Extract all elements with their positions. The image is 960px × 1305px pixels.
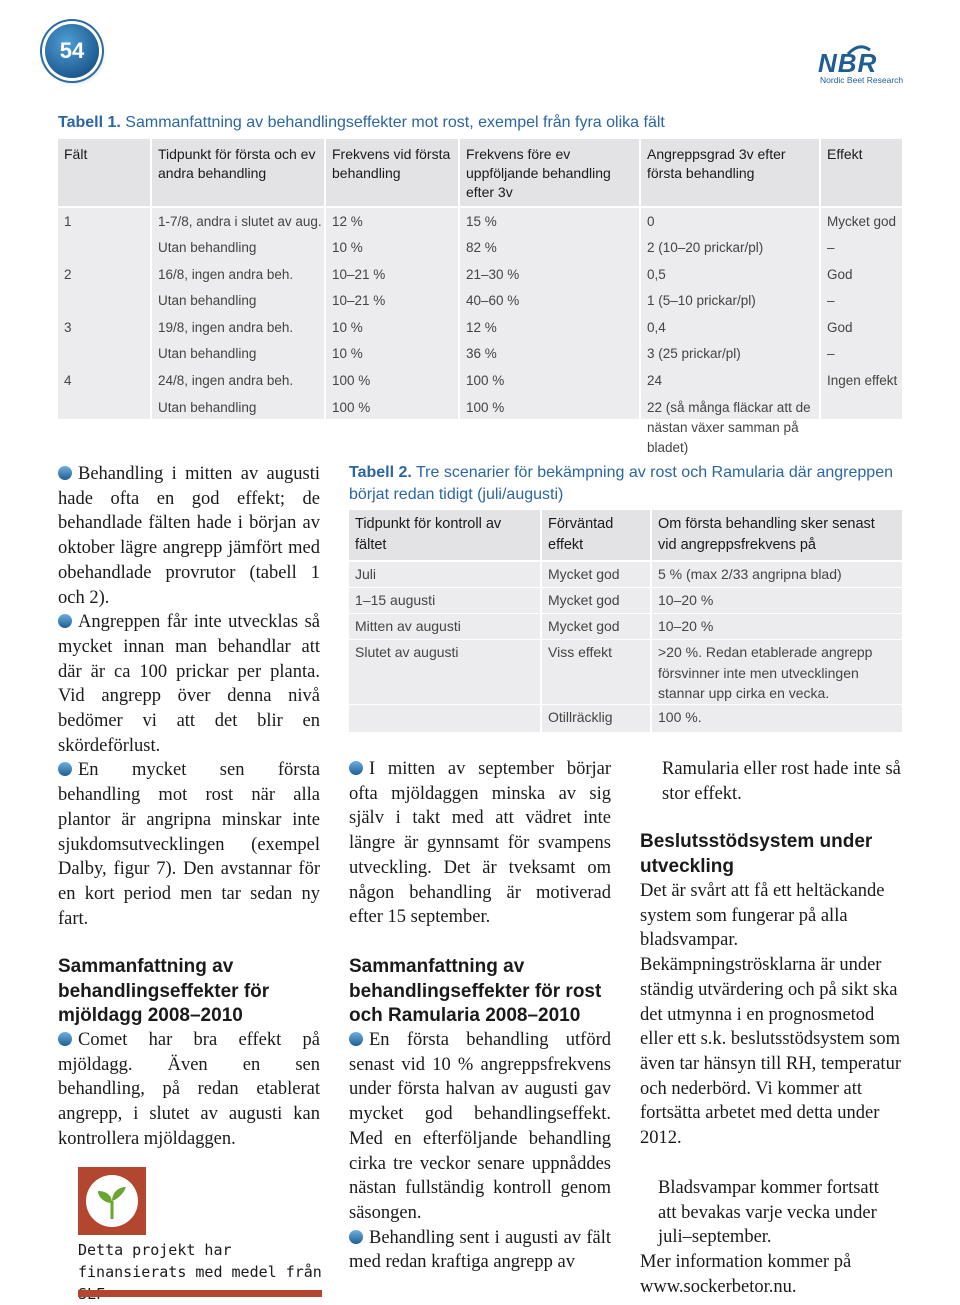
table-cell: 100 % <box>325 394 459 458</box>
table2-caption <box>349 462 904 506</box>
table1-caption <box>58 114 665 132</box>
blue-round-bullet-icon <box>58 762 72 776</box>
table-cell: God <box>827 266 853 282</box>
table-cell: 16/8, ingen andra beh. <box>151 261 325 288</box>
paragraph <box>58 462 320 610</box>
table-cell: Juli <box>349 561 541 588</box>
table-cell: 100 % <box>325 367 459 394</box>
table1-header: Effekt <box>820 139 902 207</box>
column-1-body <box>58 462 320 931</box>
table-cell: 1-7/8, andra i slutet av aug. <box>151 207 325 235</box>
funding-bar <box>78 1290 322 1297</box>
table-cell: 40–60 % <box>459 288 640 315</box>
table-cell: Mycket god <box>827 213 897 229</box>
column-3-body <box>640 757 902 806</box>
table1-header: Angreppsgrad 3v efter första behandling <box>640 139 820 207</box>
logo-name: NBR <box>818 48 878 78</box>
table-cell: 19/8, ingen andra beh. <box>151 314 325 341</box>
paragraph <box>58 758 320 931</box>
table-cell: 0,4 <box>640 314 820 341</box>
section-heading-decision-support: Beslutsstödsystem under utveckling <box>640 831 873 877</box>
paragraph-text: En första behandling utförd senast vid 10 % angreppsfrekvens under första halvan av augusti gav mycket god behandlingseffekt. Med en efterföljande behandling cirka tre veckor senare uppnåddes nästan fullständig kontroll genom säsongen. <box>349 1030 611 1223</box>
blue-round-bullet-icon <box>58 614 72 628</box>
column-3-body-3 <box>640 1176 902 1300</box>
table-cell: Ingen effekt <box>827 372 898 388</box>
table-cell: 82 % <box>459 235 640 262</box>
logo-subtitle: Nordic Beet Research <box>820 75 904 85</box>
column-3-body-2 <box>640 879 902 1151</box>
table-cell: 1 (5–10 prickar/pl) <box>640 288 820 315</box>
table-cell: Mycket god <box>541 561 651 588</box>
table-row <box>58 207 902 235</box>
table2-header: Förväntad effekt <box>541 510 651 561</box>
table-cell: 10 % <box>325 314 459 341</box>
table-cell: – <box>827 346 835 362</box>
slf-logo-circle <box>86 1175 138 1227</box>
table-cell: – <box>827 293 835 309</box>
table-cell: Mitten av augusti <box>349 614 541 640</box>
table-cell <box>58 235 151 262</box>
table-cell <box>820 394 902 458</box>
paragraph-text: En mycket sen första behandling mot rost när alla plantor är angripna minskar inte sjukdomsutvecklingen (exempel Dalby, figur 7). Den avstannar för en kort period men tar sedan ny fart. <box>58 760 320 929</box>
paragraph-text: Mer information kommer på www.sockerbetor.nu. <box>640 1252 852 1297</box>
table-cell: Utan behandling <box>151 341 325 368</box>
table1 <box>58 139 902 455</box>
page-number-badge: 54 <box>45 24 99 78</box>
table-cell <box>58 394 151 458</box>
table-cell: 15 % <box>459 207 640 235</box>
table-cell: 10 % <box>325 341 459 368</box>
table-cell: 10–21 % <box>325 288 459 315</box>
table2-caption-label: Tabell 2. <box>349 464 412 481</box>
table-cell: 10–20 % <box>651 588 902 614</box>
table-cell: Slutet av augusti <box>349 640 541 705</box>
table1-header: Frekvens före ev uppföljande behandling efter 3v <box>459 139 640 207</box>
nbr-logo <box>818 44 908 86</box>
section-heading-rust: Sammanfattning av behandlingseffekter för rost och Ramularia 2008–2010 <box>349 956 602 1026</box>
blue-round-bullet-icon <box>349 1032 363 1046</box>
table1-header: Fält <box>58 139 151 207</box>
table-cell <box>349 704 541 732</box>
table2-header-row <box>349 510 902 561</box>
table-row <box>58 261 902 288</box>
table1-header: Frekvens vid första behandling <box>325 139 459 207</box>
table-row <box>349 640 902 705</box>
table1-header-row <box>58 139 902 207</box>
table-cell: 10 % <box>325 235 459 262</box>
table-cell: 1–15 augusti <box>349 588 541 614</box>
table-cell: Otillräcklig <box>541 704 651 732</box>
table-cell: 3 <box>58 314 151 341</box>
table-cell: 0,5 <box>640 261 820 288</box>
table-cell: 22 (så många fläckar att de nästan växer samman på bladet) <box>640 394 820 458</box>
column-1-body-2 <box>58 1028 320 1152</box>
table-cell: 10–21 % <box>325 261 459 288</box>
paragraph-text: Comet har bra effekt på mjöldagg. Även en sen behandling, på redan etablerat angrepp, i slutet av augusti kan kontrollera mjöldaggen. <box>58 1030 320 1149</box>
paragraph-text: Ramularia eller rost hade inte så stor effekt. <box>662 759 901 804</box>
table2-caption-text: Tre scenarier för bekämpning av rost och Ramularia där angreppen börjat redan tidigt (juli/augusti) <box>349 464 893 503</box>
paragraph <box>349 757 611 930</box>
table2-header: Om första behandling sker senast vid angreppsfrekvens på <box>651 510 902 561</box>
table-cell: 24/8, ingen andra beh. <box>151 367 325 394</box>
table1-caption-label: Tabell 1. <box>58 114 121 131</box>
table-cell: 1 <box>58 207 151 235</box>
table-row <box>58 314 902 341</box>
table-row <box>58 394 902 458</box>
table2 <box>349 510 902 733</box>
table-cell: Mycket god <box>541 614 651 640</box>
table-cell: – <box>827 240 835 256</box>
column-2-body-2 <box>349 1028 611 1275</box>
table-row <box>58 341 902 368</box>
table-row <box>349 614 902 640</box>
paragraph-text: Behandling sent i augusti av fält med redan kraftiga angrepp av <box>349 1227 611 1273</box>
blue-round-bullet-icon <box>58 466 72 480</box>
paragraph <box>58 610 320 758</box>
paragraph-text: Angreppen får inte utvecklas så mycket innan man behandlar att där är ca 100 prickar per planta. Vid angrepp över denna nivå bedömer vi att det blir en skördeförlust. <box>58 612 320 756</box>
table-cell: 12 % <box>325 207 459 235</box>
table-row <box>349 588 902 614</box>
table-cell: 36 % <box>459 341 640 368</box>
table-cell: Mycket god <box>541 588 651 614</box>
table-cell: 4 <box>58 367 151 394</box>
table-row <box>349 561 902 588</box>
table-cell: Utan behandling <box>151 288 325 315</box>
table-cell: 100 %. <box>651 704 902 732</box>
paragraph <box>349 1028 611 1226</box>
table1-caption-text: Sammanfattning av behandlingseffekter mot rost, exempel från fyra olika fält <box>125 114 665 131</box>
table2-header: Tidpunkt för kontroll av fältet <box>349 510 541 561</box>
table-cell: 2 <box>58 261 151 288</box>
paragraph-text: I mitten av september börjar ofta mjöldaggen minska av sig själv i takt med att vädret inte längre är gynnsamt för svampens utveckling. Det är tveksamt om någon behandling är motiverad efter 15 september. <box>349 759 611 928</box>
slf-logo <box>78 1167 146 1235</box>
table-cell: 100 % <box>459 394 640 458</box>
table-cell: Viss effekt <box>541 640 651 705</box>
table-cell: 0 <box>640 207 820 235</box>
sprout-icon <box>86 1175 138 1227</box>
table1-header: Tidpunkt för första och ev andra behandling <box>151 139 325 207</box>
table-row <box>349 704 902 732</box>
table-cell: Utan behandling <box>151 235 325 262</box>
table-cell: 10–20 % <box>651 614 902 640</box>
paragraph-text: Behandling i mitten av augusti hade ofta en god effekt; de behandlade fälten hade i början av oktober lägre angrepp jämfört med obehandlade provrutor (tabell 1 och 2). <box>58 464 320 608</box>
table-row <box>58 235 902 262</box>
table-cell <box>58 341 151 368</box>
table-cell: 24 <box>640 367 820 394</box>
table-cell: 2 (10–20 prickar/pl) <box>640 235 820 262</box>
column-2-body <box>349 757 611 930</box>
table-cell: 12 % <box>459 314 640 341</box>
section-heading-mildew: Sammanfattning av behandlingseffekter för mjöldagg 2008–2010 <box>58 956 270 1026</box>
table-row <box>58 367 902 394</box>
paragraph <box>349 1226 611 1275</box>
paragraph-text: Det är svårt att få ett heltäckande system som fungerar på alla bladsvampar. Bekämpningströsklarna är under ständig utvärdering och på sikt ska det utmynna i en prognosmetod eller ett s.k. beslutsstödsystem som även tar hänsyn till RH, temperatur och nederbörd. Vi kommer att fortsätta arbetet med detta under 2012. <box>640 881 901 1149</box>
paragraph-text: Bladsvampar kommer fortsatt att bevakas varje vecka under juli–september. <box>658 1178 879 1248</box>
table-cell: 3 (25 prickar/pl) <box>640 341 820 368</box>
table-cell: 100 % <box>459 367 640 394</box>
paragraph <box>58 1028 320 1152</box>
table-cell: God <box>827 319 853 335</box>
table-cell: >20 %. Redan etablerade angrepp försvinner inte men utvecklingen stannar upp cirka en vecka. <box>651 640 902 705</box>
table-cell: 21–30 % <box>459 261 640 288</box>
table-row <box>58 288 902 315</box>
table-cell: Utan behandling <box>151 394 325 458</box>
blue-round-bullet-icon <box>349 761 363 775</box>
funding-note: Detta projekt har finansierats med medel från <box>78 1241 322 1281</box>
blue-round-bullet-icon <box>58 1032 72 1046</box>
table-cell: 5 % (max 2/33 angripna blad) <box>651 561 902 588</box>
blue-round-bullet-icon <box>349 1230 363 1244</box>
table-cell <box>58 288 151 315</box>
